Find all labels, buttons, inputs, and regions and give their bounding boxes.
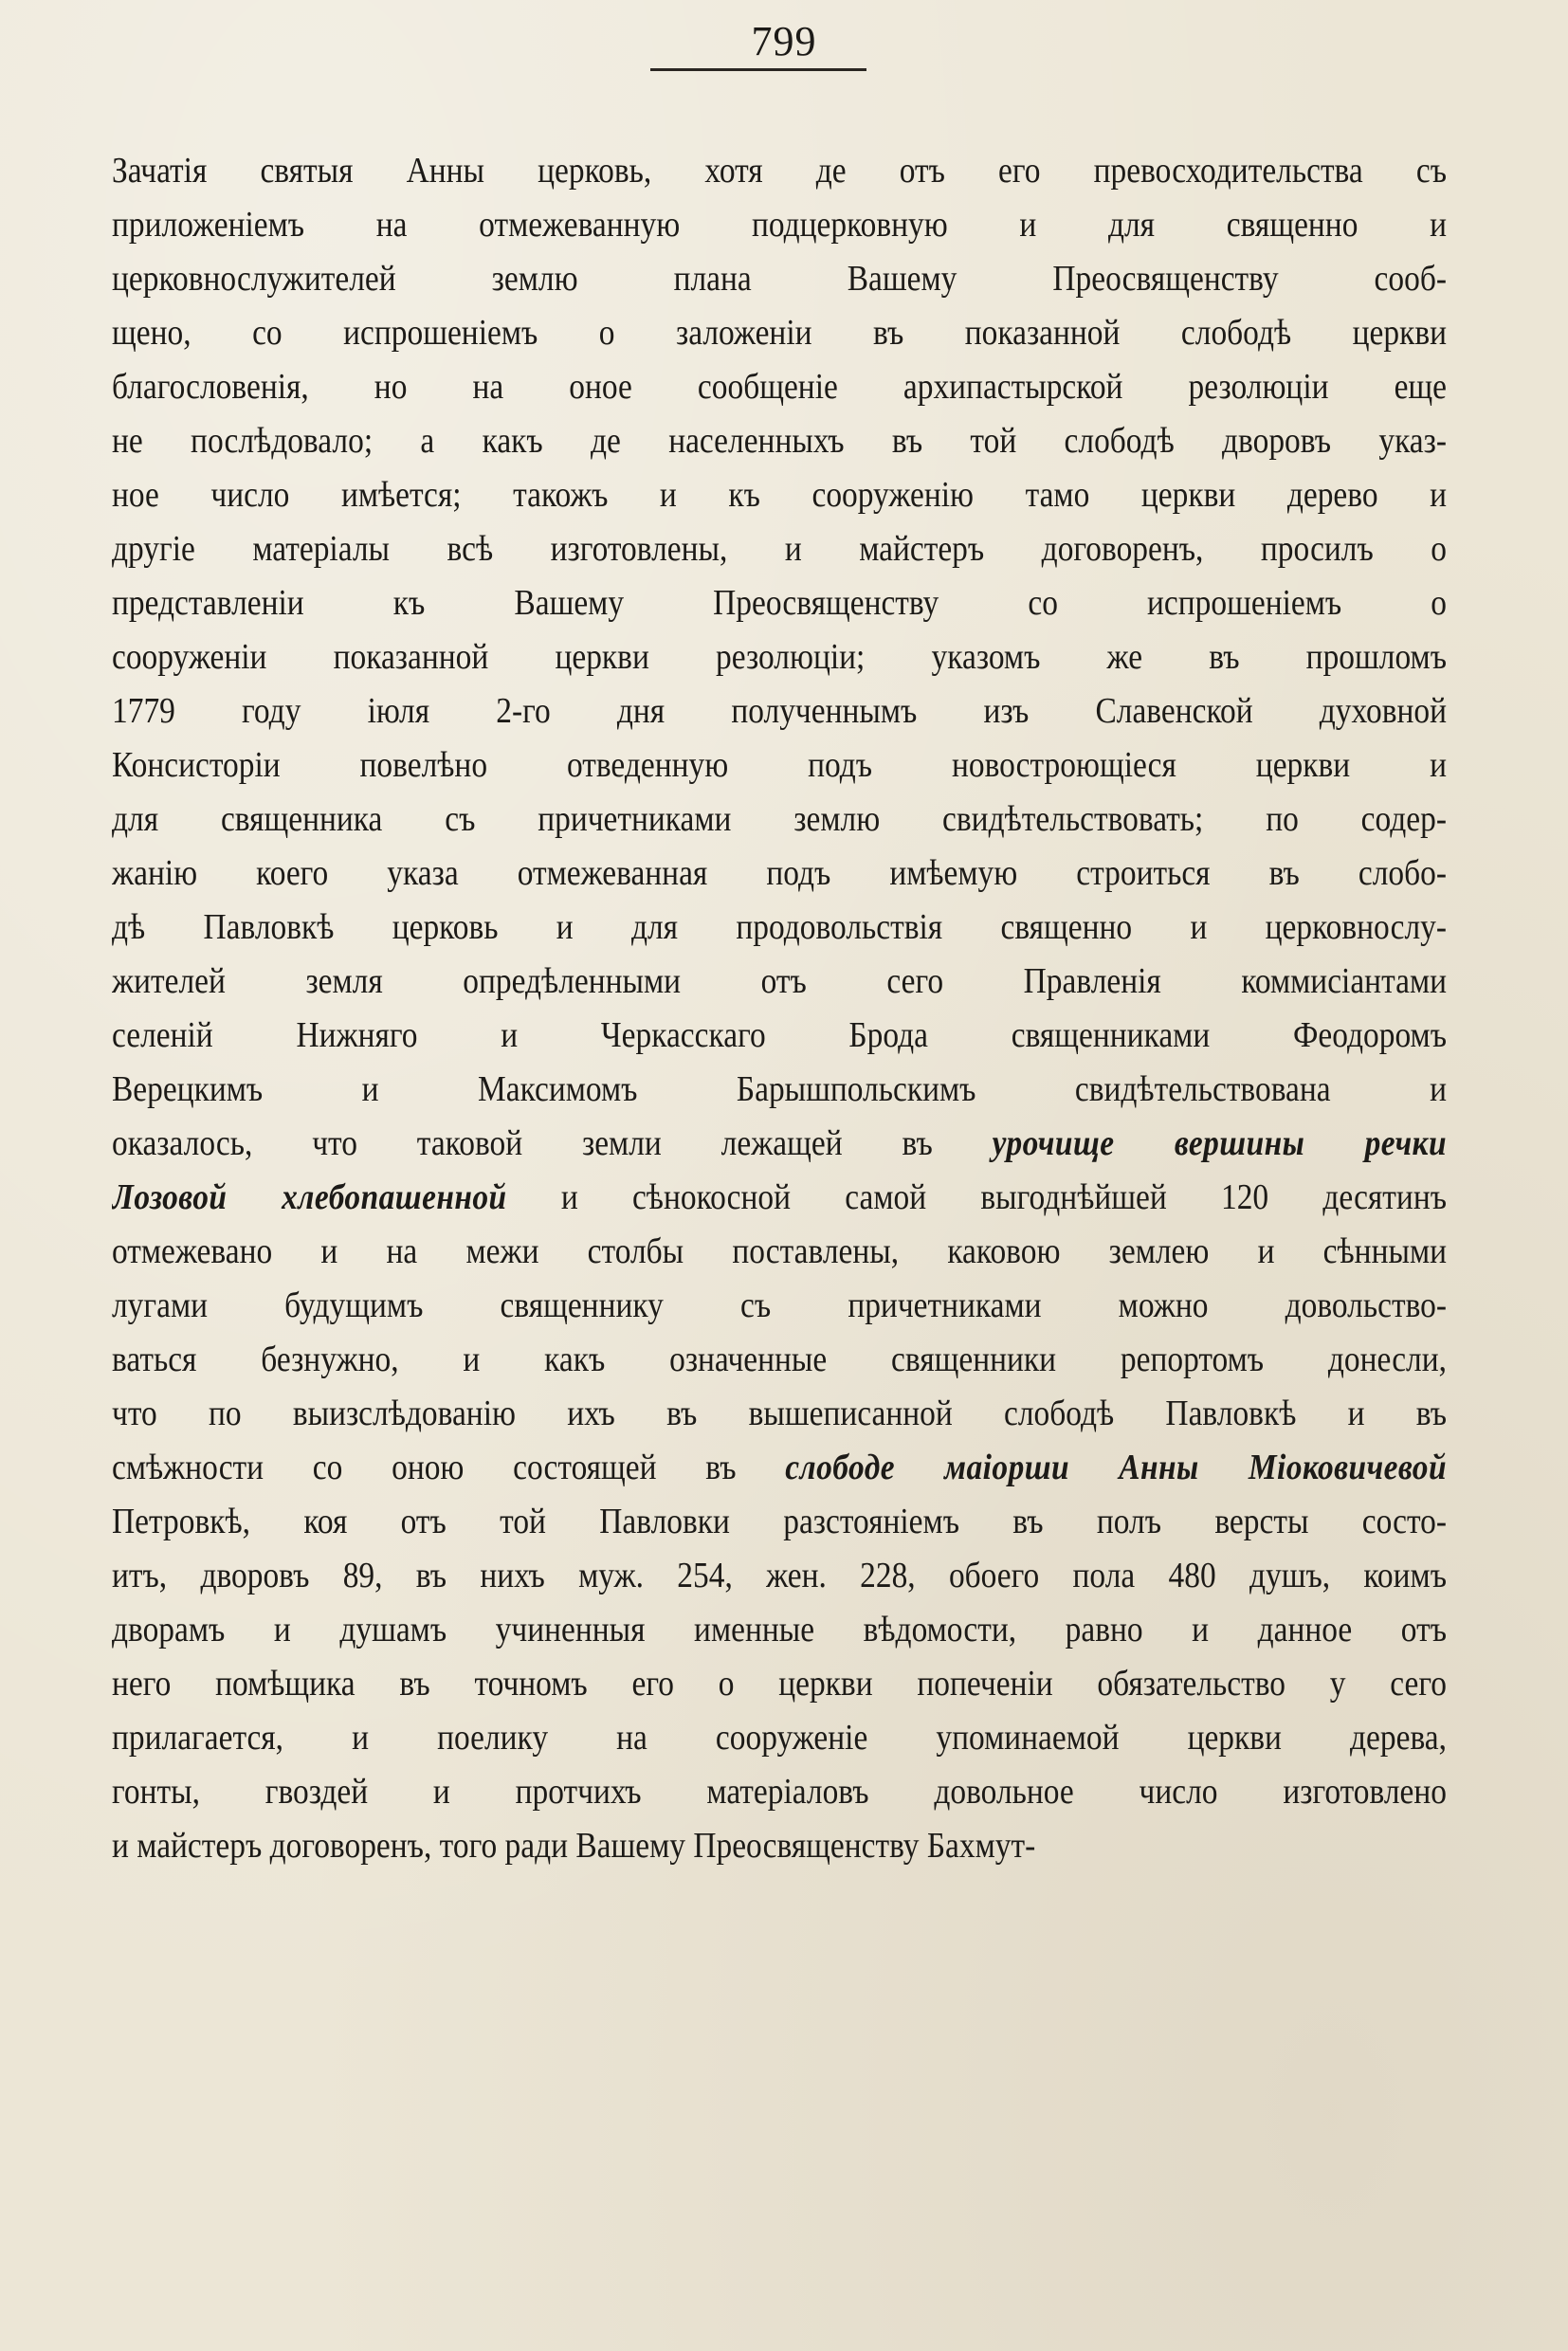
- text-line: отмежевано и на межи столбы поставлены, каковою землею и сѣнными: [112, 1231, 1447, 1271]
- italic-text: урочище вершины речки: [992, 1123, 1447, 1163]
- text-line: Петровкѣ, коя отъ той Павловки разстояніемъ въ полъ версты состо-: [112, 1502, 1447, 1541]
- text-line: лугами будущимъ священнику съ причетниками можно довольство-: [112, 1285, 1447, 1325]
- text-line: сооруженіи показанной церкви резолюціи; указомъ же въ прошломъ: [112, 637, 1447, 677]
- text-segment: смѣжности со оною состоящей въ: [112, 1448, 786, 1487]
- text-line: ное число имѣется; такожъ и къ сооруженію тамо церкви дерево и: [112, 475, 1447, 515]
- text-line: что по выизслѣдованію ихъ въ вышеписанной слободѣ Павловкѣ и въ: [112, 1394, 1447, 1433]
- text-line: жителей земля опредѣленными отъ сего Правленія коммисіантами: [112, 961, 1447, 1001]
- text-line: гонты, гвоздей и протчихъ матеріаловъ довольное число изготовлено: [112, 1772, 1447, 1812]
- text-line: приложеніемъ на отмежеванную подцерковную и для священно и: [112, 205, 1447, 245]
- page-number-rule: [650, 68, 866, 71]
- page-number: 799: [751, 18, 817, 64]
- text-line: для священника съ причетниками землю свидѣтельствовать; по содер-: [112, 799, 1447, 839]
- text-line: церковнослужителей землю плана Вашему Преосвященству сооб-: [112, 259, 1447, 299]
- text-line: жанію коего указа отмежеванная подъ имѣемую строиться въ слобо-: [112, 853, 1447, 893]
- text-line: представленіи къ Вашему Преосвященству со испрошеніемъ о: [112, 583, 1447, 623]
- text-line: [112, 1117, 1447, 1171]
- italic-text: Лозовой хлебопашенной: [112, 1177, 507, 1217]
- text-line: ваться безнужно, и какъ означенные священники репортомъ донесли,: [112, 1340, 1447, 1379]
- text-line: селеній Нижняго и Черкасскаго Брода священниками Феодоромъ: [112, 1015, 1447, 1055]
- text-line: Зачатія святыя Анны церковь, хотя де отъ его превосходительства съ: [112, 151, 1447, 191]
- text-line: дѣ Павловкѣ церковь и для продовольствія священно и церковнослу-: [112, 907, 1447, 947]
- text-line: него помѣщика въ точномъ его о церкви попеченіи обязательство у сего: [112, 1664, 1447, 1704]
- body-text: [112, 144, 1447, 1873]
- text-line: 1779 году іюля 2-го дня полученнымъ изъ Славенской духовной: [112, 691, 1447, 731]
- text-line: Консисторіи повелѣно отведенную подъ новостроющіеся церкви и: [112, 745, 1447, 785]
- italic-text: слободе маіорши Анны Міоковичевой: [785, 1448, 1447, 1487]
- text-line: другіе матеріалы всѣ изготовлены, и майстеръ договоренъ, просилъ о: [112, 529, 1447, 569]
- text-line: Верецкимъ и Максимомъ Барышпольскимъ свидѣтельствована и: [112, 1069, 1447, 1109]
- text-line: дворамъ и душамъ учиненныя именные вѣдомости, равно и данное отъ: [112, 1610, 1447, 1649]
- text-line: и майстеръ договоренъ, того ради Вашему Преосвященству Бахмут-: [112, 1826, 1036, 1866]
- text-line: благословенія, но на оное сообщеніе архипастырской резолюціи еще: [112, 367, 1447, 407]
- text-line: [112, 1441, 1447, 1495]
- text-line: не послѣдовало; а какъ де населенныхъ въ той слободѣ дворовъ указ-: [112, 421, 1447, 461]
- text-segment: и сѣнокосной самой выгоднѣйшей 120 десятинъ: [506, 1177, 1447, 1217]
- text-line: щено, со испрошеніемъ о заложеніи въ показанной слободѣ церкви: [112, 313, 1447, 353]
- text-line: [112, 1171, 1447, 1225]
- text-segment: оказалось, что таковой земли лежащей въ: [112, 1123, 993, 1163]
- text-line: прилагается, и поелику на сооруженіе упоминаемой церкви дерева,: [112, 1718, 1447, 1758]
- text-line: итъ, дворовъ 89, въ нихъ муж. 254, жен. 228, обоего пола 480 душъ, коимъ: [112, 1556, 1447, 1595]
